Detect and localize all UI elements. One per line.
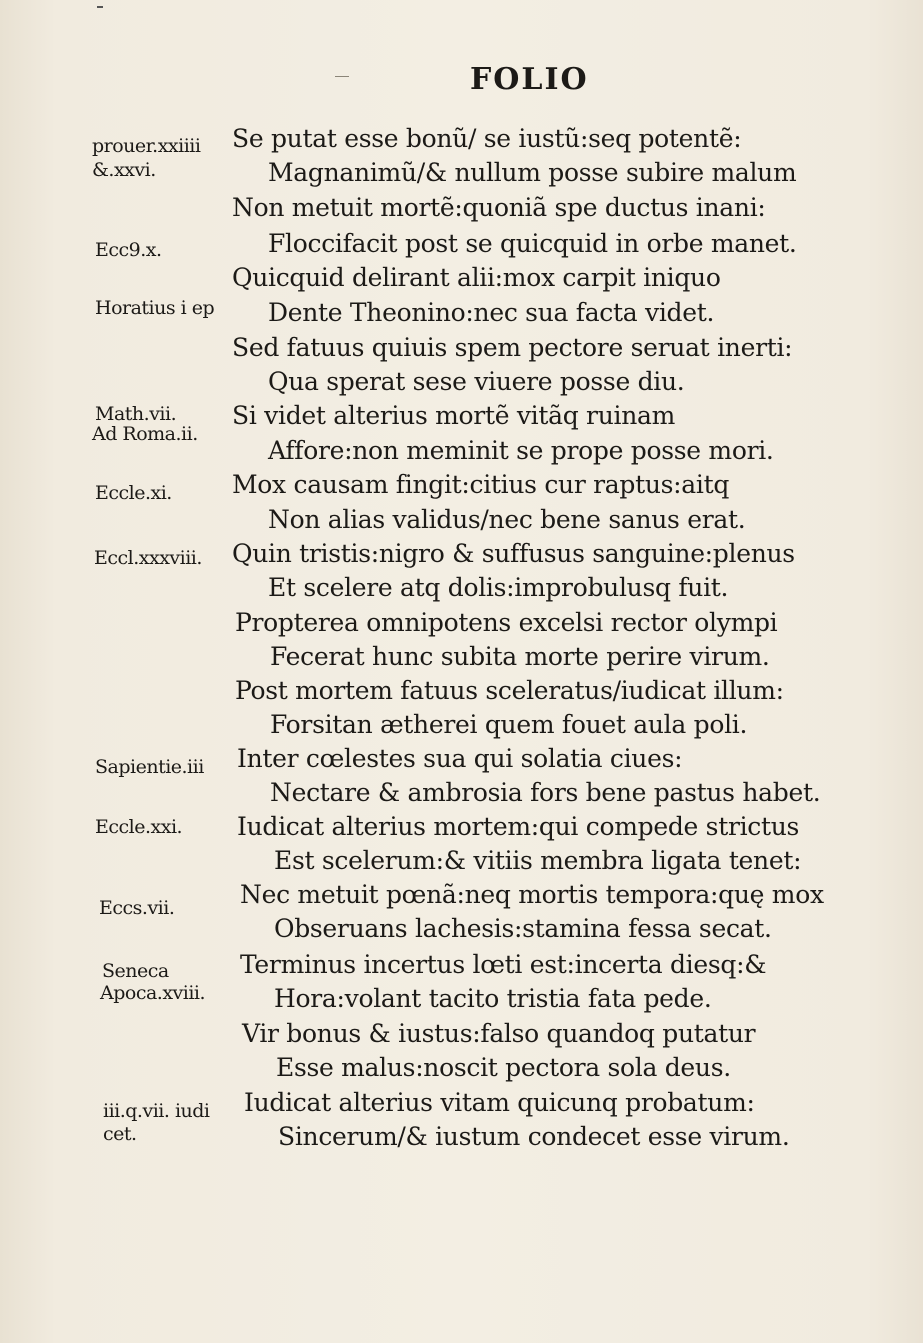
margin-note: &.xxvi. — [92, 159, 156, 181]
verse-line: Hora:volant tacito tristia fata pede. — [274, 984, 712, 1013]
verse-line: Magnanimũ/& nullum posse subire malum — [268, 158, 797, 187]
verse-line: Iudicat alterius vitam quicunq probatum: — [244, 1088, 755, 1117]
verse-line: Sincerum/& iustum condecet esse virum. — [278, 1122, 790, 1151]
verse-line: Est scelerum:& vitiis membra ligata tenet: — [274, 846, 802, 875]
verse-line: Non metuit mortẽ:quoniã spe ductus inani: — [232, 193, 766, 222]
margin-note: Eccle.xxi. — [95, 816, 183, 838]
margin-note: Apoca.xviii. — [100, 982, 206, 1004]
verse-line: Quin tristis:nigro & suffusus sanguine:plenus — [232, 539, 795, 568]
margin-note: Eccs.vii. — [99, 897, 175, 919]
margin-note: Ad Roma.ii. — [92, 423, 198, 445]
verse-line: Quicquid delirant alii:mox carpit iniquo — [232, 263, 721, 292]
verse-line: Vir bonus & iustus:falso quandoq putatur — [242, 1019, 756, 1048]
verse-line: Obseruans lachesis:stamina fessa secat. — [274, 914, 772, 943]
verse-line: Se putat esse bonũ/ se iustũ:seq potentẽ: — [232, 124, 742, 153]
page-header: FOLIO — [470, 62, 589, 97]
margin-note: Seneca — [102, 960, 169, 982]
verse-line: Sed fatuus quiuis spem pectore seruat inerti: — [232, 333, 793, 362]
verse-line: Floccifacit post se quicquid in orbe manet. — [268, 229, 797, 258]
verse-line: Nectare & ambrosia fors bene pastus habet. — [270, 778, 821, 807]
verse-line: Esse malus:noscit pectora sola deus. — [276, 1053, 731, 1082]
ink-mark — [97, 6, 103, 8]
verse-line: Mox causam fingit:citius cur raptus:aitq — [232, 470, 730, 499]
margin-note: Horatius i ep — [95, 297, 215, 319]
verse-line: Post mortem fatuus sceleratus/iudicat illum: — [235, 676, 784, 705]
verse-line: Non alias validus/nec bene sanus erat. — [268, 505, 746, 534]
margin-note: iii.q.vii. iudi — [103, 1100, 210, 1122]
margin-note: Eccle.xi. — [95, 482, 172, 504]
margin-note: cet. — [103, 1123, 137, 1145]
verse-line: Iudicat alterius mortem:qui compede strictus — [237, 812, 800, 841]
verse-line: Dente Theonino:nec sua facta videt. — [268, 298, 715, 327]
verse-line: Et scelere atq dolis:improbulusq fuit. — [268, 573, 729, 602]
margin-note: prouer.xxiiii — [92, 135, 201, 157]
verse-line: Nec metuit pœnã:neq mortis tempora:quę mox — [240, 880, 824, 909]
verse-line: Qua sperat sese viuere posse diu. — [268, 367, 685, 396]
margin-note: Math.vii. — [95, 403, 177, 425]
margin-note: Sapientie.iii — [95, 756, 204, 778]
verse-line: Affore:non meminit se prope posse mori. — [268, 436, 774, 465]
verse-line: Terminus incertus lœti est:incerta diesq:& — [240, 950, 767, 979]
margin-note: Eccl.xxxviii. — [94, 547, 202, 569]
verse-line: Si videt alterius mortẽ vitãq ruinam — [232, 401, 676, 430]
verse-line: Forsitan ætherei quem fouet aula poli. — [270, 710, 748, 739]
margin-note: Ecc9.x. — [95, 239, 162, 261]
verse-line: Propterea omnipotens excelsi rector olympi — [235, 608, 778, 637]
page-dash — [335, 76, 349, 77]
verse-line: Inter cœlestes sua qui solatia ciues: — [237, 744, 683, 773]
verse-line: Fecerat hunc subita morte perire virum. — [270, 642, 770, 671]
